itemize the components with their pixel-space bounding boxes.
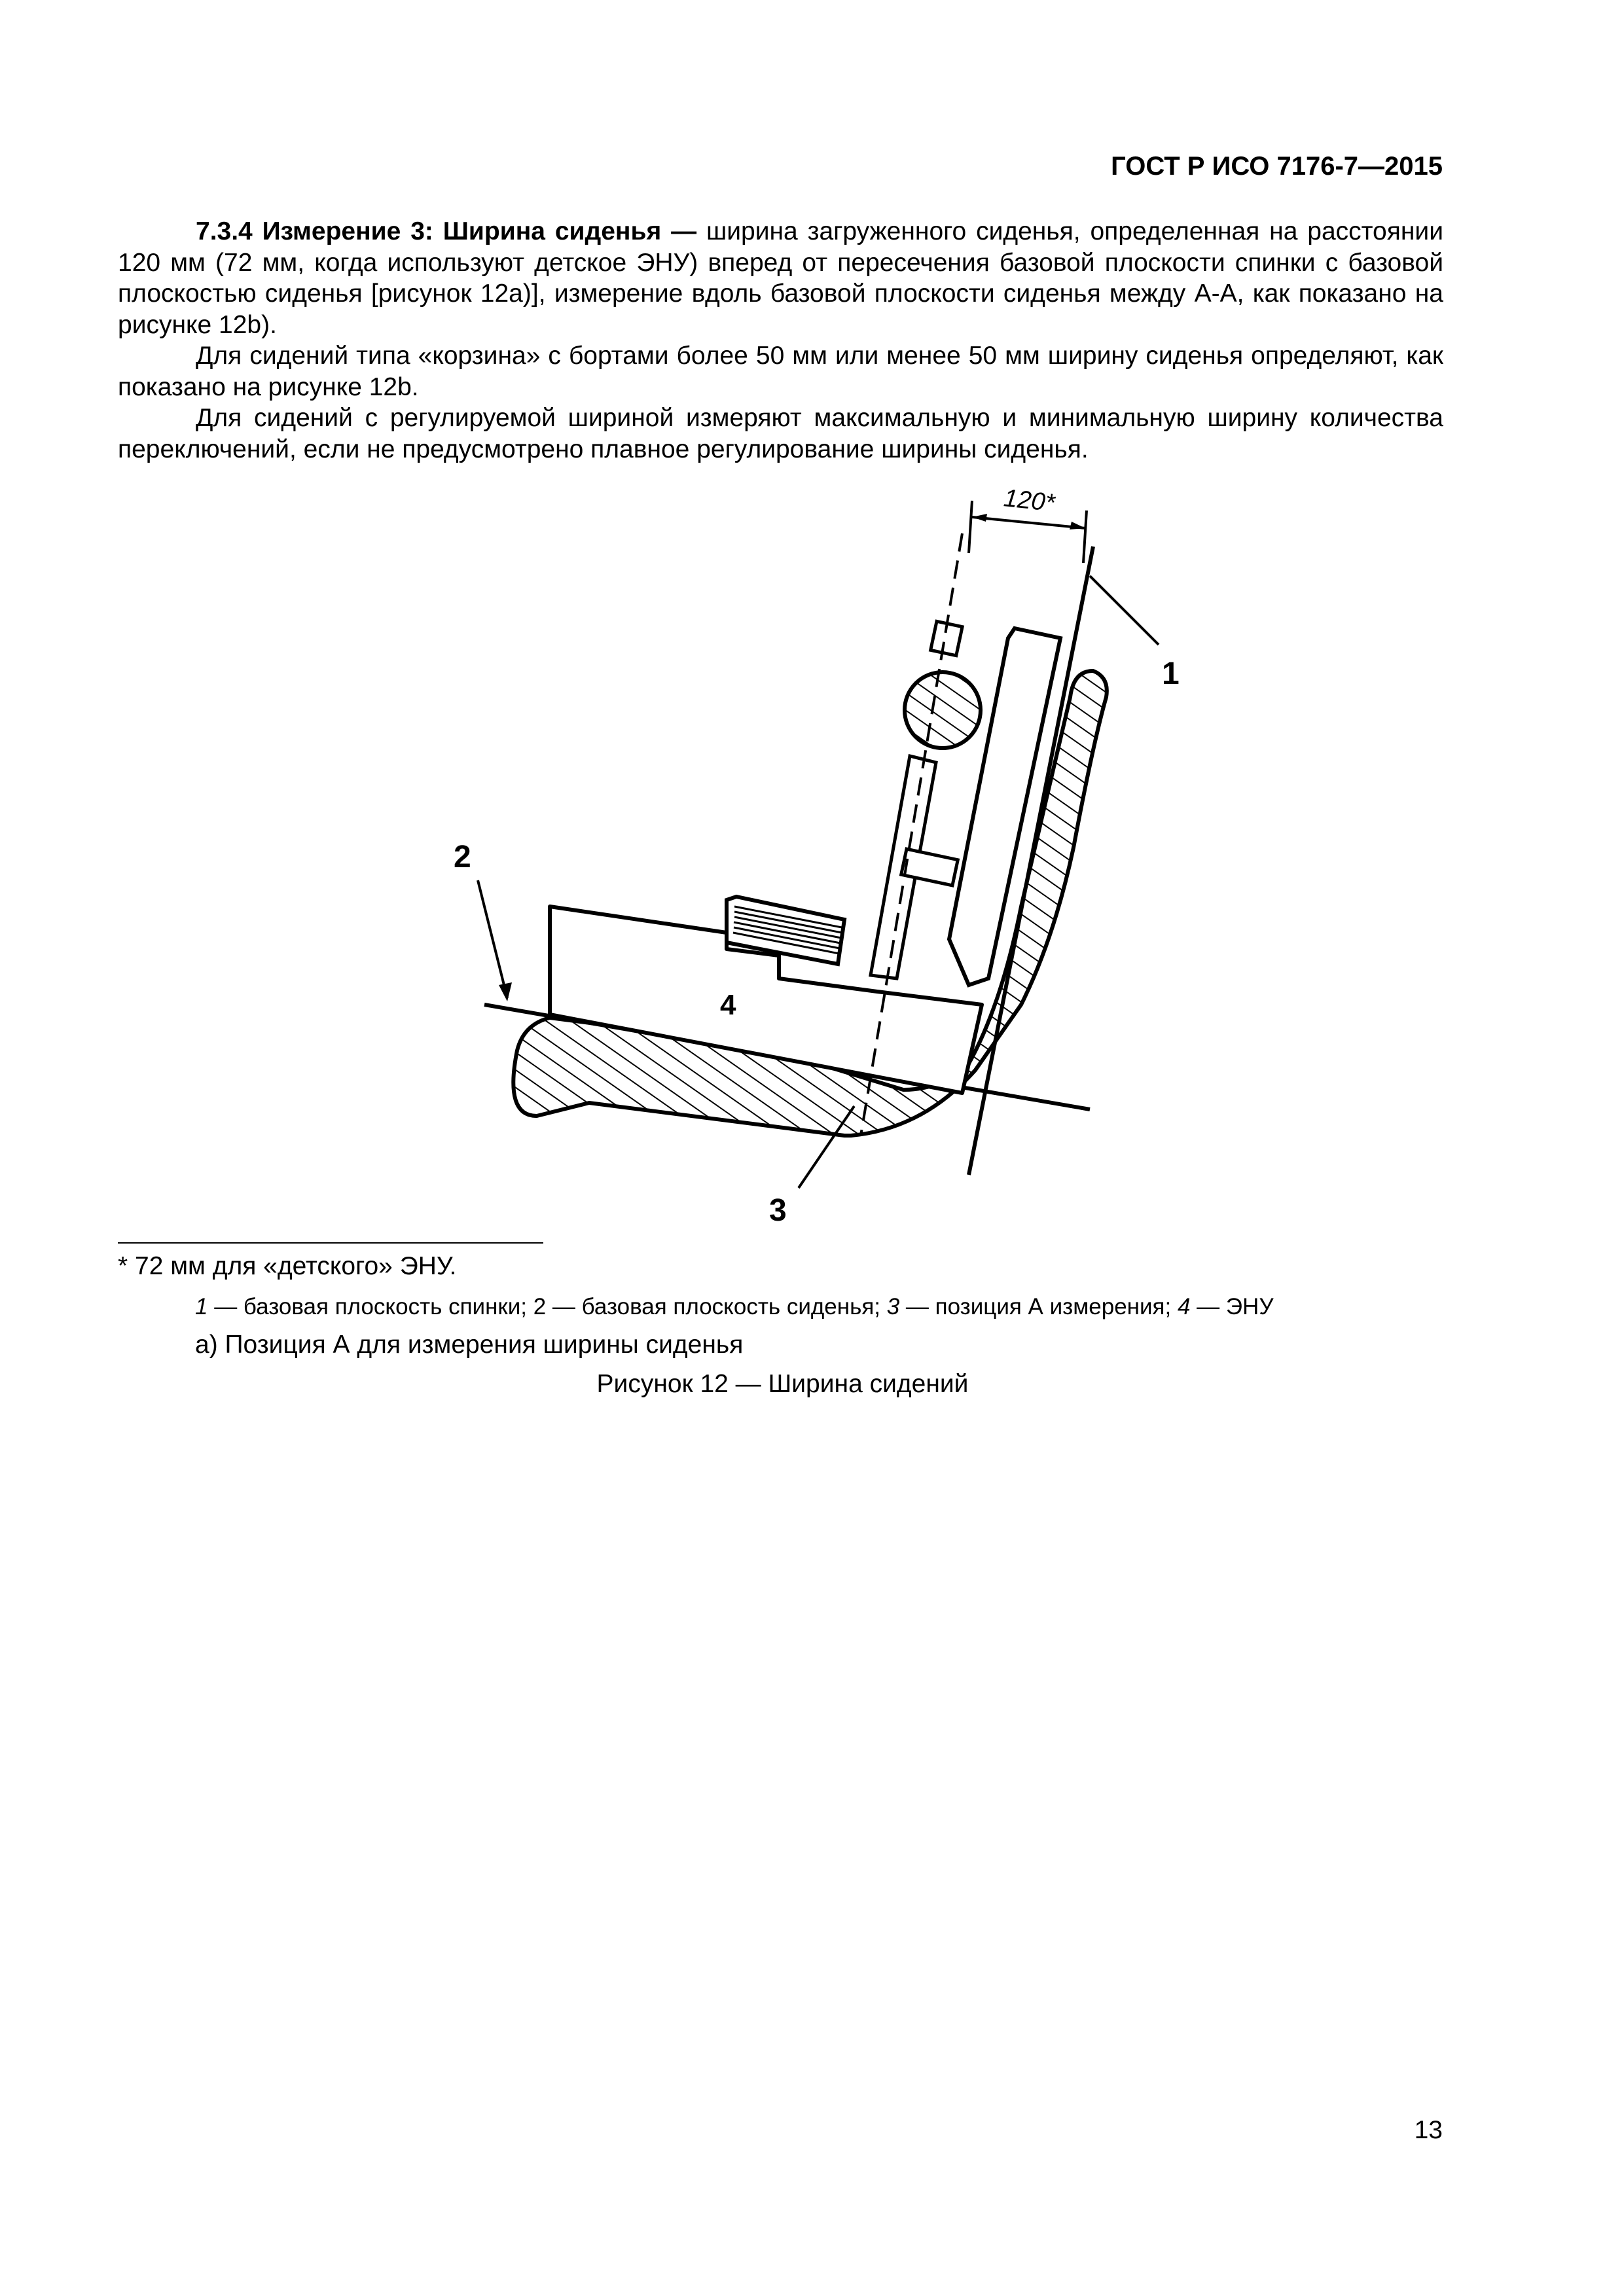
callout-1-leader [1090,576,1159,645]
seat-width-figure [452,481,1185,1227]
dimension-arrow-left [972,514,987,522]
key-number-1: 1 [195,1294,208,1319]
footnote-rule [118,1242,543,1244]
document-id: ГОСТ Р ИСО 7176-7—2015 [1111,152,1443,181]
callout-4: 4 [720,989,736,1021]
paragraph-2: Для сидений типа «корзина» с бортами более 50 мм или менее 50 мм ширину сиденья определяют, как показано на рисунке 12b. [118,342,1443,401]
callout-2-arrow [499,982,512,1001]
key-text-3: — позиция А измерения; [899,1294,1178,1319]
dimension-line [972,517,1085,528]
figure-caption: Рисунок 12 — Ширина сидений [596,1370,969,1398]
section-heading: 7.3.4 Измерение 3: Ширина сиденья — [196,217,697,245]
figure-caption-row [0,1370,1624,1399]
callout-2: 2 [454,840,471,874]
dimension-tick-left [969,501,972,553]
key-text-2: — базовая плоскость сиденья; [546,1294,887,1319]
key-text-4: — ЭНУ [1190,1294,1274,1319]
apparatus-ball [905,672,981,748]
dimension-arrow-right [1070,522,1085,529]
body-text [118,216,1443,465]
key-number-4: 4 [1177,1294,1191,1319]
key-number-2: 2 [533,1294,547,1319]
paragraph-1 [118,216,1443,340]
page-number: 13 [1414,2116,1443,2144]
key-number-3: 3 [886,1294,900,1319]
callout-2-leader [478,880,507,998]
figure-subcaption: а) Позиция А для измерения ширины сиденья [195,1331,744,1359]
paragraph-1-text: ширина загруженного сиденья, определенная на расстоянии 120 мм (72 мм, когда используют детское ЭНУ) вперед от пересечения базовой плоскости спинки с базовой плоскостью сиденья [рисунок 12a)], измерение вдоль базовой плоскости сиденья между А-А, как показано на рисунке 12b). [118,217,1443,339]
dimension-tick-right [1083,511,1087,563]
callout-3: 3 [769,1193,787,1227]
figure-key [195,1294,1274,1320]
dimension-label: 120* [1002,484,1056,518]
callout-1: 1 [1162,656,1180,691]
footnote: * 72 мм для «детского» ЭНУ. [118,1252,457,1280]
key-text-1: — базовая плоскость спинки; [208,1294,533,1319]
paragraph-3: Для сидений с регулируемой шириной измеряют максимальную и минимальную ширину количества переключений, если не предусмотрено плавное регулирование ширины сиденья. [118,404,1443,463]
